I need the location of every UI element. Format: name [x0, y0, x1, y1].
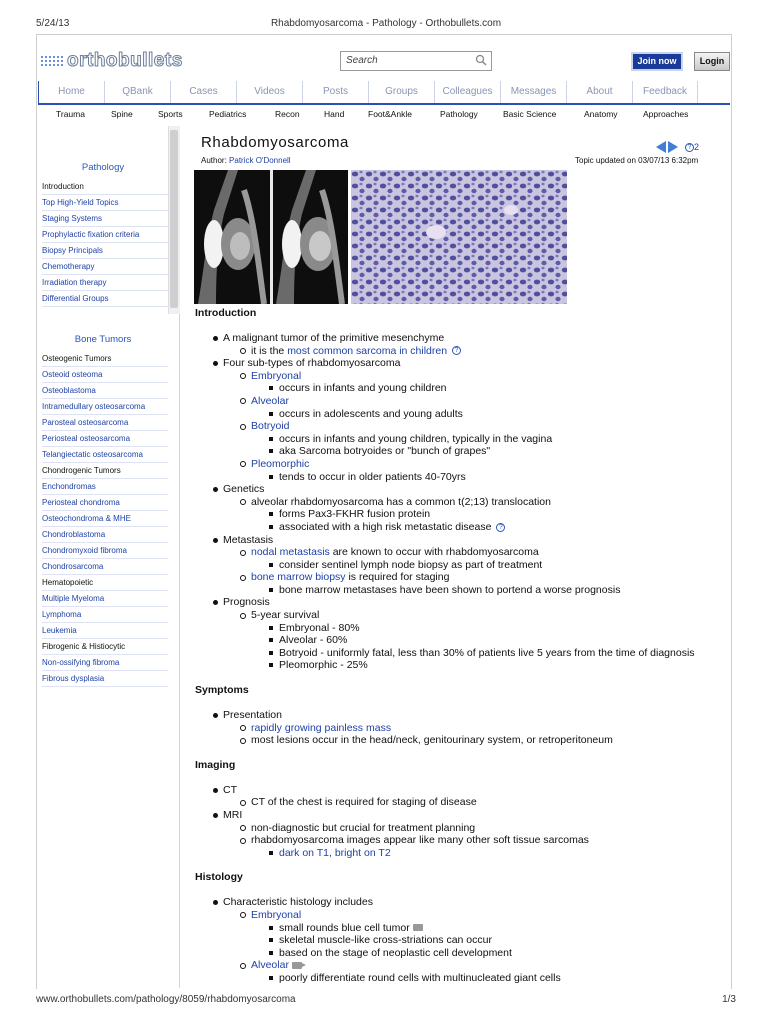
join-now-button[interactable]: Join now [631, 52, 683, 71]
search-input[interactable] [340, 51, 492, 71]
link[interactable]: rapidly growing painless mass [195, 722, 725, 735]
section-heading-histology: Histology [195, 871, 243, 884]
print-title: Rhabdomyosarcoma - Pathology - Orthobullets.com [270, 18, 502, 29]
nav-tab-feedback[interactable]: Feedback [632, 81, 698, 103]
author-link[interactable]: Patrick O'Donnell [229, 156, 291, 165]
author-line [201, 156, 291, 165]
link[interactable]: most common sarcoma in children [287, 344, 448, 357]
section-heading-imaging: Imaging [195, 758, 236, 771]
nav-tab-home[interactable]: Home [38, 81, 104, 103]
subnav-pathology[interactable]: Pathology [440, 109, 478, 119]
sidebar-item[interactable]: Parosteal osteosarcoma [42, 415, 168, 431]
print-page-number: 1/3 [722, 994, 736, 1005]
sidebar-item[interactable]: Biopsy Principals [42, 243, 168, 259]
video-icon[interactable] [292, 962, 302, 969]
introduction-list [195, 332, 725, 672]
sidebar-item[interactable]: Chondrosarcoma [42, 559, 168, 575]
help-icon[interactable]: ? [452, 346, 461, 355]
sidebar-scroll-thumb[interactable] [170, 130, 178, 308]
sidebar-group: Fibrogenic & Histiocytic [42, 639, 168, 655]
list-item: tends to occur in older patients 40-70yrs [195, 471, 725, 484]
list-item: Presentation [195, 709, 725, 722]
list-item: alveolar rhabdomyosarcoma has a common t(2;13) translocation [195, 496, 725, 509]
previous-topic-icon[interactable] [656, 141, 666, 153]
sidebar-item[interactable]: Chemotherapy [42, 259, 168, 275]
link[interactable]: dark on T1, bright on T2 [195, 847, 725, 860]
logo-dots-icon [40, 55, 64, 67]
sidebar-item[interactable]: Top High-Yield Topics [42, 195, 168, 211]
sidebar-heading-bone-tumors[interactable]: Bone Tumors [74, 334, 132, 345]
sidebar-item[interactable]: Telangiectatic osteosarcoma [42, 447, 168, 463]
search-icon[interactable] [475, 54, 487, 66]
list-item: it is the most common sarcoma in children ? [195, 345, 725, 358]
link-botryoid[interactable]: Botryoid [195, 420, 725, 433]
page-title: Rhabdomyosarcoma [201, 134, 349, 151]
list-item: bone marrow biopsy is required for staging [195, 571, 725, 584]
list-item: 5-year survival [195, 609, 725, 622]
sidebar-heading-pathology[interactable]: Pathology [81, 162, 125, 173]
subnav-recon[interactable]: Recon [275, 109, 300, 119]
list-item: most lesions occur in the head/neck, genitourinary system, or retroperitoneum [195, 734, 725, 747]
link[interactable]: nodal metastasis [251, 546, 330, 559]
list-item: skeletal muscle-like cross-striations can occur [195, 934, 725, 947]
sidebar [38, 126, 180, 988]
link-embryonal[interactable]: Embryonal [195, 370, 725, 383]
subnav-foot-ankle[interactable]: Foot&Ankle [368, 109, 412, 119]
sidebar-item[interactable]: Chondroblastoma [42, 527, 168, 543]
sidebar-item[interactable]: Non-ossifying fibroma [42, 655, 168, 671]
sidebar-item[interactable]: Enchondromas [42, 479, 168, 495]
topic-updated: Topic updated on 03/07/13 6:32pm [575, 156, 699, 165]
list-item: Alveolar - 60% [195, 634, 725, 647]
sidebar-item[interactable]: Periosteal chondroma [42, 495, 168, 511]
link-alveolar[interactable]: Alveolar [251, 959, 289, 972]
sidebar-item[interactable]: Osteoblastoma [42, 383, 168, 399]
list-item [195, 959, 725, 972]
list-item: occurs in infants and young children, typically in the vagina [195, 433, 725, 446]
help-icon: ? [685, 143, 694, 152]
main-nav [38, 81, 730, 105]
sidebar-item[interactable]: Leukemia [42, 623, 168, 639]
list-item: bone marrow metastases have been shown to portend a worse prognosis [195, 584, 725, 597]
list-item: A malignant tumor of the primitive mesenchyme [195, 332, 725, 345]
nav-tab-videos[interactable]: Videos [236, 81, 302, 103]
nav-tab-messages[interactable]: Messages [500, 81, 566, 103]
sidebar-item[interactable]: Staging Systems [42, 211, 168, 227]
subnav-hand[interactable]: Hand [324, 109, 345, 119]
camera-icon[interactable] [413, 924, 423, 931]
subnav-basic-science[interactable]: Basic Science [503, 109, 557, 119]
help-count-value: 2 [694, 142, 700, 152]
list-item: occurs in adolescents and young adults [195, 408, 725, 421]
list-item: Four sub-types of rhabdomyosarcoma [195, 357, 725, 370]
list-item: Pleomorphic - 25% [195, 659, 725, 672]
list-item: Metastasis [195, 534, 725, 547]
list-item: consider sentinel lymph node biopsy as part of treatment [195, 559, 725, 572]
list-item: occurs in infants and young children [195, 382, 725, 395]
login-button[interactable]: Login [694, 52, 730, 71]
link-pleomorphic[interactable]: Pleomorphic [195, 458, 725, 471]
imaging-list [195, 784, 725, 860]
article-body [195, 307, 725, 985]
subnav-sports[interactable]: Sports [158, 109, 183, 119]
print-header [36, 18, 736, 32]
sidebar-item[interactable]: Osteoid osteoma [42, 367, 168, 383]
list-item: CT of the chest is required for staging of disease [195, 796, 725, 809]
print-url: www.orthobullets.com/pathology/8059/rhabdomyosarcoma [36, 994, 296, 1005]
sidebar-item[interactable]: Osteochondroma & MHE [42, 511, 168, 527]
sidebar-list-pathology [42, 179, 168, 307]
list-item: rhabdomyosarcoma images appear like many other soft tissue sarcomas [195, 834, 725, 847]
list-item: MRI [195, 809, 725, 822]
sidebar-item[interactable]: Introduction [42, 179, 168, 195]
topic-navigation [656, 141, 699, 153]
nav-tab-posts[interactable]: Posts [302, 81, 368, 103]
subnav-approaches[interactable]: Approaches [643, 109, 689, 119]
list-item: Botryoid - uniformly fatal, less than 30% of patients live 5 years from the time of diagnosis [195, 647, 725, 660]
list-item: based on the stage of neoplastic cell development [195, 947, 725, 960]
subnav-pediatrics[interactable]: Pediatrics [209, 109, 247, 119]
symptoms-list [195, 709, 725, 747]
nav-tab-qbank[interactable]: QBank [104, 81, 170, 103]
section-heading-introduction: Introduction [195, 307, 257, 319]
sidebar-item[interactable]: Differential Groups [42, 291, 168, 307]
list-item: poorly differentiate round cells with multinucleated giant cells [195, 972, 725, 985]
page-frame-right [731, 34, 732, 989]
sidebar-group: Osteogenic Tumors [42, 351, 168, 367]
list-item: small rounds blue cell tumor [195, 922, 725, 935]
nav-tab-cases[interactable]: Cases [170, 81, 236, 103]
list-item: associated with a high risk metastatic disease ? [195, 521, 725, 534]
search-placeholder: Search [346, 55, 378, 66]
list-item: nodal metastasis are known to occur with rhabdomyosarcoma [195, 546, 725, 559]
list-item: aka Sarcoma botryoides or "bunch of grapes" [195, 445, 725, 458]
nav-tab-colleagues[interactable]: Colleagues [434, 81, 500, 103]
histology-list [195, 896, 725, 984]
list-item: Prognosis [195, 596, 725, 609]
sidebar-group: Chondrogenic Tumors [42, 463, 168, 479]
sidebar-item[interactable]: Chondromyxoid fibroma [42, 543, 168, 559]
author-label: Author: [201, 156, 227, 165]
logo-text: orthobullets [67, 50, 183, 71]
site-logo[interactable] [40, 52, 183, 70]
subnav-spine[interactable]: Spine [111, 109, 133, 119]
link-alveolar[interactable]: Alveolar [195, 395, 725, 408]
specialty-nav [38, 107, 730, 121]
list-item: non-diagnostic but crucial for treatment planning [195, 822, 725, 835]
section-heading-symptoms: Symptoms [195, 684, 249, 697]
list-item: Characteristic histology includes [195, 896, 725, 909]
sidebar-list-bone-tumors [42, 351, 168, 687]
help-count[interactable] [683, 142, 699, 152]
link[interactable]: bone marrow biopsy [251, 571, 346, 584]
subnav-anatomy[interactable]: Anatomy [584, 109, 618, 119]
subnav-trauma[interactable]: Trauma [56, 109, 85, 119]
sidebar-item[interactable]: Prophylactic fixation criteria [42, 227, 168, 243]
sidebar-item[interactable]: Fibrous dysplasia [42, 671, 168, 687]
sidebar-item[interactable]: Multiple Myeloma [42, 591, 168, 607]
list-item: Genetics [195, 483, 725, 496]
sidebar-item[interactable]: Lymphoma [42, 607, 168, 623]
page-frame-left [36, 34, 37, 989]
print-footer [36, 994, 736, 1008]
histology-image[interactable] [351, 170, 567, 304]
sidebar-item[interactable]: Periosteal osteosarcoma [42, 431, 168, 447]
help-icon[interactable]: ? [496, 523, 505, 532]
nav-tab-about[interactable]: About [566, 81, 632, 103]
link-embryonal[interactable]: Embryonal [195, 909, 725, 922]
sidebar-item[interactable]: Irradiation therapy [42, 275, 168, 291]
list-item: forms Pax3-FKHR fusion protein [195, 508, 725, 521]
sidebar-item[interactable]: Intramedullary osteosarcoma [42, 399, 168, 415]
print-date: 5/24/13 [36, 18, 70, 29]
page-frame-top [36, 34, 732, 35]
nav-tab-groups[interactable]: Groups [368, 81, 434, 103]
list-item: CT [195, 784, 725, 797]
next-topic-icon[interactable] [668, 141, 678, 153]
list-item: Embryonal - 80% [195, 622, 725, 635]
sidebar-group: Hematopoietic [42, 575, 168, 591]
mri-image[interactable] [194, 170, 348, 304]
